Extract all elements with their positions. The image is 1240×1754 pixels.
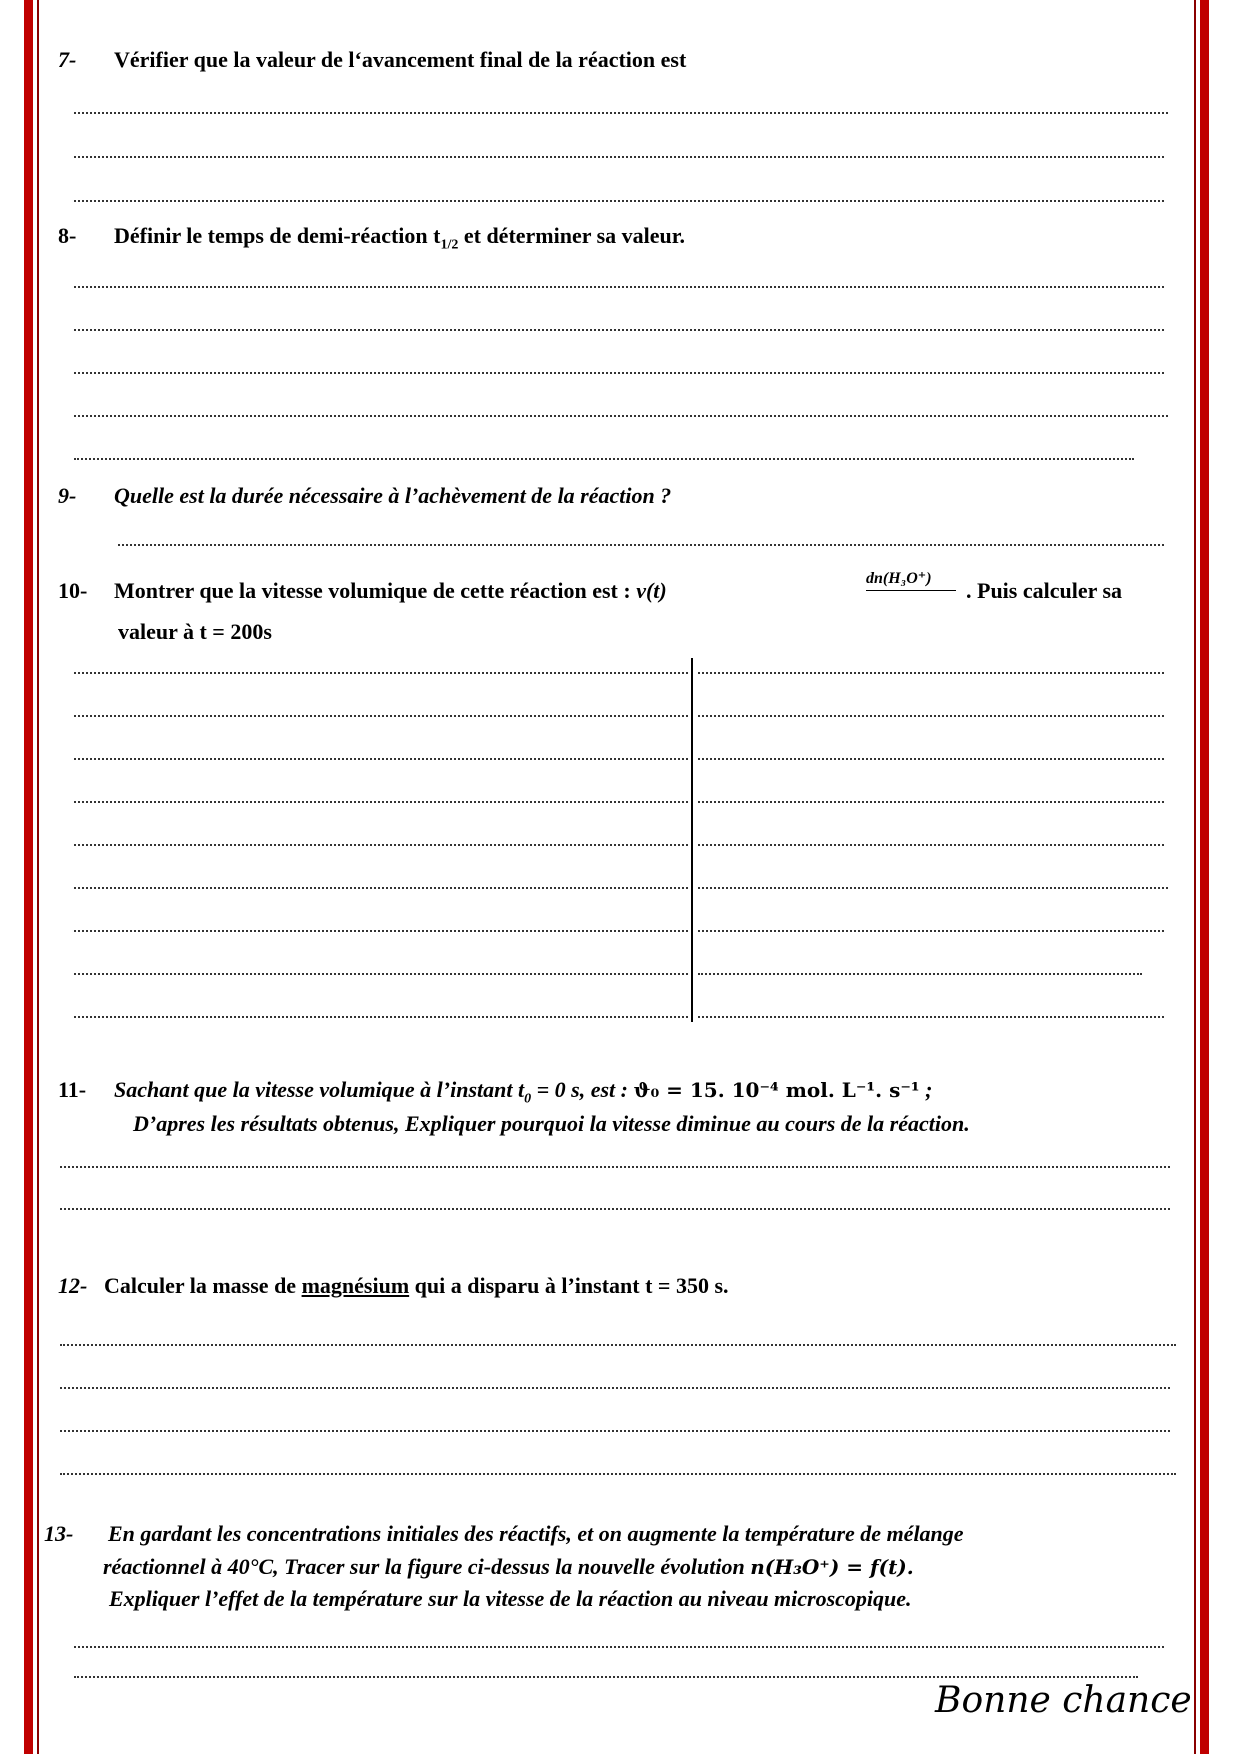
answer-line-right[interactable] (698, 844, 1164, 846)
answer-line-left[interactable] (74, 844, 688, 846)
answer-line-left[interactable] (74, 758, 688, 760)
answer-line-right[interactable] (698, 887, 1168, 889)
answer-line[interactable] (118, 544, 1164, 546)
answer-line[interactable] (60, 1473, 1176, 1475)
question-13 (44, 1520, 964, 1548)
question-11-number: 11- (58, 1077, 87, 1102)
question-8-text-a: Définir le temps de demi-réaction t (114, 223, 441, 248)
answer-line-left[interactable] (74, 1016, 688, 1018)
answer-line-right[interactable] (698, 973, 1142, 975)
question-13-number: 13- (44, 1521, 74, 1546)
answer-line[interactable] (74, 372, 1164, 374)
question-10-line2 (118, 618, 272, 646)
question-10 (58, 577, 667, 605)
answer-line-left[interactable] (74, 887, 688, 889)
answer-line[interactable] (74, 1676, 1138, 1678)
question-8-text-b: et déterminer sa valeur. (458, 223, 686, 248)
answer-line-left[interactable] (74, 801, 688, 803)
question-8 (58, 222, 685, 259)
column-divider (691, 658, 693, 1022)
question-8-number: 8- (58, 223, 77, 248)
question-10-number: 10- (58, 578, 88, 603)
answer-line[interactable] (74, 1646, 1164, 1648)
answer-line-right[interactable] (698, 1016, 1164, 1018)
question-13-line1: En gardant les concentrations initiales des réactifs, et on augmente la température de mélange (108, 1521, 964, 1546)
answer-line-left[interactable] (74, 672, 688, 674)
question-9 (58, 482, 671, 510)
question-11-semicolon: ; (919, 1077, 933, 1102)
answer-line[interactable] (74, 458, 1134, 460)
answer-line[interactable] (74, 112, 1168, 114)
answer-line[interactable] (60, 1430, 1170, 1432)
answer-line[interactable] (60, 1387, 1170, 1389)
question-10-line2-text: valeur à t = 200s (118, 619, 272, 644)
answer-line[interactable] (60, 1208, 1170, 1210)
question-12-text-b: qui a disparu à l’instant t = 350 s. (409, 1273, 729, 1298)
question-7-number: 7- (58, 47, 77, 72)
question-11-subscript: 0 (524, 1091, 532, 1107)
question-10-text-a: Montrer que la vitesse volumique de cette réaction est : (114, 578, 637, 603)
answer-line[interactable] (74, 156, 1164, 158)
question-11 (58, 1076, 933, 1113)
question-12 (58, 1272, 729, 1300)
fraction-numerator: dn(H₃O⁺) (866, 570, 932, 587)
question-13-line2 (103, 1553, 914, 1581)
answer-line-right[interactable] (698, 715, 1164, 717)
question-7-text: Vérifier que la valeur de l‘avancement final de la réaction est (114, 47, 687, 72)
answer-line[interactable] (60, 1344, 1176, 1346)
question-11-text-a: Sachant que la vitesse volumique à l’instant t (114, 1077, 525, 1102)
question-12-underlined: magnésium (301, 1273, 410, 1298)
answer-line[interactable] (74, 415, 1168, 417)
answer-line-right[interactable] (698, 930, 1164, 932)
question-11-equation: ϑ₀ = 15. 10⁻⁴ mol. L⁻¹. s⁻¹ (633, 1078, 920, 1102)
answer-line[interactable] (74, 329, 1164, 331)
question-12-number: 12- (58, 1273, 88, 1298)
question-11-line2 (133, 1110, 970, 1138)
answer-line-left[interactable] (74, 973, 688, 975)
question-10-tail (966, 577, 1122, 605)
question-8-subscript: 1/2 (440, 237, 459, 253)
answer-line-left[interactable] (74, 715, 688, 717)
question-7 (58, 46, 686, 74)
question-11-text-b: = 0 s, est : (531, 1077, 634, 1102)
answer-line-left[interactable] (74, 930, 688, 932)
question-13-line3-text: Expliquer l’effet de la température sur la vitesse de la réaction au niveau microscopique. (109, 1586, 912, 1611)
answer-line[interactable] (74, 286, 1164, 288)
answer-line-right[interactable] (698, 672, 1164, 674)
question-9-number: 9- (58, 483, 77, 508)
question-13-line3 (109, 1585, 912, 1613)
question-9-text: Quelle est la durée nécessaire à l’achèvement de la réaction ? (114, 483, 672, 508)
question-10-text-b: . Puis calculer sa (966, 578, 1123, 603)
velocity-fraction (866, 568, 932, 588)
closing-signature: Bonne chance (935, 1680, 1192, 1721)
question-12-text-a: Calculer la masse de (104, 1273, 302, 1298)
answer-line[interactable] (74, 200, 1164, 202)
answer-line-right[interactable] (698, 801, 1164, 803)
answer-line-right[interactable] (698, 758, 1164, 760)
question-13-equation: n(H₃O⁺) = f(t). (750, 1555, 914, 1579)
question-11-line2-text: D’apres les résultats obtenus, Expliquer pourquoi la vitesse diminue au cours de la réaction. (133, 1111, 970, 1136)
answer-line[interactable] (60, 1166, 1170, 1168)
question-10-velocity: v(t) (636, 578, 667, 603)
page-border-left (24, 0, 33, 1754)
fraction-bar (866, 590, 956, 591)
page-border-right (1200, 0, 1209, 1754)
question-13-line2-text: réactionnel à 40°C, Tracer sur la figure ci-dessus la nouvelle évolution (103, 1554, 751, 1579)
